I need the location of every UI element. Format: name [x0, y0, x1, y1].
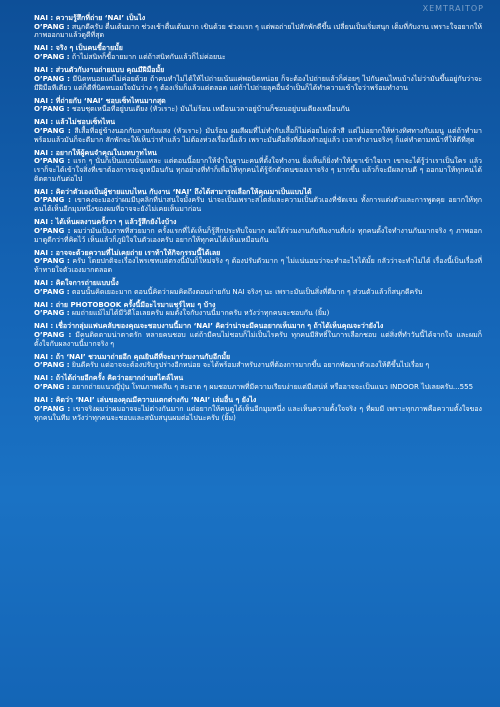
speaker-label: O’PANG : — [34, 104, 70, 114]
answer — [34, 331, 482, 348]
question-text: NAI : เชื่อว่ากลุ่มแฟนคลับของคุณจะชอบงานนี้มาก ‘NAI’ คิดว่าน่าจะมีคนอยากเห็นมาก ๆ ถ้าได้เห็นคุณจะว่ายังไง — [34, 321, 384, 331]
qa-item — [34, 396, 482, 422]
answer — [34, 157, 482, 183]
question-text: NAI : ถ้า ‘NAI’ ชวนมาถ่ายอีก คุณยินดีที่จะมาร่วมงานกับอีกมั้ย — [34, 351, 231, 361]
answer-text: ผมว่ามันเป็นภาพที่สวยมาก ครั้งแรกที่ได้เห็นก็รู้สึกประทับใจมาก ผมได้ร่วมงานกับทีมงานที่เก่ง ทุกคนตั้งใจทำงานกันมากจริง ๆ ภาพออกมาดูดีกว่าที่คิดไว้ เห็นแล้วก็ภูมิใจในตัวเองครับ อยากให้ทุกคนได้เห็นเหมือนกัน — [34, 225, 483, 244]
question-text: NAI : ที่ถ่ายกับ ‘NAI’ ชอบเซ็ทไหนมากสุด — [34, 95, 166, 105]
answer-text: อยากถ่ายแนวญี่ปุ่น โทนภาพคลีน ๆ สะอาด ๆ ผมชอบภาพที่มีความเรียบง่ายแต่มีเสน่ห์ หรืออาจจะเป็นแนว INDOOR ไปเลยครับ...555 — [71, 382, 474, 392]
question-text: NAI : คิดใจการถ่ายแบบนั้ง — [34, 277, 119, 287]
qa-item — [34, 322, 482, 348]
answer-text: ยินดีครับ แต่อาจจะต้องปรับรูปร่างอีกหน่อย จะได้พร้อมสำหรับงานที่ต้องการมากขึ้น อยากพัฒนาตัวเองให้ดีขึ้นไปเรื่อย ๆ — [71, 360, 430, 370]
answer-text: ตอนนั้นคิดเยอะมาก ตอนนี้คิดว่าผมคิดถึงตอนถ่ายกับ NAI จริงๆ นะ เพราะมันเป็นสิ่งที่ดีมาก ๆ ส่วนตัวแล้วก็สนุกดีครับ — [71, 286, 423, 296]
interview-list — [34, 14, 482, 422]
qa-item — [34, 374, 482, 391]
qa-item — [34, 118, 482, 144]
speaker-label: O’PANG : — [34, 225, 71, 235]
question-text: NAI : ได้เห็นผลงานครั้งวา ๆ แล้วรู้สึกยังไงบ้าง — [34, 217, 177, 227]
answer — [34, 383, 482, 392]
answer-text: สีเสื้อที่อยู่ข้างนอกกับลายกับแสง (หัวเราะ) มันร้อน ผมสีผมที่ไม่ทำกับเสื้อก็ไม่ค่อยไม่กล้าสี แต่ไม่อยากให้ห่างทิศทางกับเมนู แต่ถ้าทำมาพร้อมแล้วมันก็จะดีมาก สักพักจะให้เห็นว่าทำแล้ว ไม่ต้องห่วงเรื่องนี้แล้ว เพราะมันคือสิ่งที่ต้องทำอยู่แล้ว เวลาทำงานจริงๆ ก็แค่ทำตามหน้าที่ให้ดีที่สุด — [34, 125, 482, 144]
qa-item — [34, 218, 482, 244]
question-text: NAI : คิดว่าตัวเองเป็นผู้ชายแบบไหน กับงาน ‘NAI’ ถึงได้สามารถเลือกให้คุณมาเป็นแบบได้ — [34, 186, 312, 196]
qa-item — [34, 44, 482, 61]
answer — [34, 227, 482, 244]
speaker-label: O’PANG : — [34, 73, 70, 83]
qa-item — [34, 14, 482, 40]
question-text: NAI : ส่วนตัวกับงานถ่ายแบบ คุณมีฝีมือมั้ย — [34, 65, 165, 75]
answer — [34, 309, 482, 318]
answer — [34, 288, 482, 297]
speaker-label: O’PANG : — [34, 156, 71, 166]
question-text: NAI : ถ้าได้ถ่ายอีกครั้ง คิดว่าอยากถ่ายสไตล์ไหน — [34, 373, 184, 383]
answer — [34, 75, 482, 92]
speaker-label: O’PANG : — [34, 382, 70, 392]
question-text: NAI : คิดว่า ‘NAI’ เล่นของคุณมีความแตกต่างกับ ‘NAI’ เล่มอื่น ๆ ยังไง — [34, 395, 257, 405]
qa-item — [34, 188, 482, 214]
qa-item — [34, 249, 482, 275]
answer-text: ผมถ่ายแม้ไม่ได้มีวิดีโอเลยครับ ผมตั้งใจกับงานนี้มากครับ หวังว่าทุกคนจะชอบกัน (ยิ้ม) — [71, 308, 330, 318]
qa-item — [34, 301, 482, 318]
question-text: NAI : อาจจะด้วยความที่ไม่เคยถ่าย เราท้าให้กิจกรรมนี้ได้เลย — [34, 247, 221, 257]
answer — [34, 53, 482, 62]
answer-text: มีคนติดตามน่าตาตรัก หลายคนชอบ แต่ถ้ามีคนไม่ชอบก็ไม่เป็นไรครับ ทุกคนมีสิทธิ์ในการเลือกชอบ แต่สิ่งที่ทำวันนี้ได้จากใจ และผมก็ตั้งใจกับผลงานนี้มากจริง ๆ — [34, 330, 483, 348]
qa-item — [34, 353, 482, 370]
question-text: NAI : ความรู้สึกที่ถ่าย ‘NAI’ เป็นไง — [34, 13, 146, 22]
qa-item — [34, 97, 482, 114]
speaker-label: O’PANG : — [34, 125, 71, 135]
answer-text: เขาคงจะมองว่าผมมีบุคลิกที่น่าสนใจมั้งครับ น่าจะเป็นเพราะสไตล์และความเป็นตัวเองที่ชัดเจน ทั้งการแต่งตัวและการพูดคุย อยากให้ทุกคนได้เห็นอีกมุมหนึ่งของผมที่อาจจะยังไม่เคยเห็นมาก่อน — [34, 195, 482, 214]
speaker-label: O’PANG : — [34, 21, 70, 31]
answer — [34, 127, 482, 144]
speaker-label: O’PANG : — [34, 286, 70, 296]
watermark: XEMTRAITOP — [422, 4, 484, 13]
speaker-label: O’PANG : — [34, 52, 70, 62]
answer-text: แรก ๆ นั่นก็เป็นแบบนั้นแหละ แต่ตอนนี้อยากให้จำในฐานะคนที่ตั้งใจทำงาน ยิ่งเห็นก็ยิ่งทำให้เขาเข้าใจเรา เขาจะได้รู้ว่าเราเป็นใคร แล้วเราก็จะได้เข้าใจสิ่งที่เขาต้องการจะดูเหมือนกัน ทุกอย่างที่ทำก็เพื่อให้ทุกคนได้รู้จักตัวตนของเราจริง ๆ มากขึ้น แล้วก็จะมีผลงานดี ๆ ออกมาให้ทุกคนได้ติดตามกันต่อไป — [34, 156, 483, 183]
answer — [34, 257, 482, 274]
answer — [34, 361, 482, 370]
answer — [34, 105, 482, 114]
speaker-label: O’PANG : — [34, 256, 70, 266]
speaker-label: O’PANG : — [34, 195, 71, 205]
answer — [34, 196, 482, 213]
answer-text: เขาจริงผมว่าผมอาจจะไม่ต่างกันมาก แต่อยากให้คนดูได้เห็นอีกมุมหนึ่ง และเห็นความตั้งใจจริง ๆ ที่ผมมี เพราะทุกภาพคือความตั้งใจของทุกคนในทีม หวังว่าทุกคนจะชอบและสนับสนุนผมต่อไปนะครับ (ยิ้ม) — [34, 403, 483, 422]
answer — [34, 23, 482, 40]
answer-text: สนุกดีครับ ตื่นเต้นมาก ช่วงเช้าตื่นเต้นมาก เขินด้วย ช่วงแรก ๆ แต่พอถ่ายไปสักพักดีขึ้น เปลี่ยนเป็นเริ่มสนุก เต็มที่กับงาน เพราะใจอยากให้ภาพออกมาแล้วดูดีที่สุด — [34, 21, 482, 40]
qa-item — [34, 66, 482, 92]
speaker-label: O’PANG : — [34, 330, 72, 340]
question-text: NAI : อยากให้ผู้คนจำคุณในบทบาทไหน — [34, 147, 157, 157]
answer — [34, 405, 482, 422]
speaker-label: O’PANG : — [34, 360, 70, 370]
qa-item — [34, 149, 482, 184]
answer-text: ครับ โดยปกติจะเรื่องไพรเซทแต่ตรงนี้มันก็ใหม่จริง ๆ ต้องปรับตัวมาก ๆ ไม่แน่นอนว่าจะทำอะไรได้มั้ย กลัวว่าจะทำไม่ได้ เรื่องนี้เป็นเรื่องที่ท้าทายใจตัวเองมากตลอด — [34, 256, 482, 274]
question-text: NAI : แล้วไม่ชอบเซ็ทไหน — [34, 117, 116, 127]
question-text: NAI : ถ่าย PHOTOBOOK ครั้งนี้มีอะไรมาแชร์ไหม ๆ บ้าง — [34, 299, 216, 309]
answer-text: มีนิดหนอยแต่ไม่ค่อยด้วย ถ้าคนทำไม่ได้ให้ไปถ่ายเน้นแค่พอนิดหน่อย ก็จะต้องไปถ่ายแล้วก็ค่อยๆ ไปกันคนไหนบ้างไม่ว่ามันขึ้นอยู่กับว่าจะมีฝีมือทีเดียว แต่ก็ดีที่นิดหนอยใจมันว่าง ๆ ต้องเริ่มก็แล้วแต่ตลอด แต่ถ้าไปถ่ายลุคอื่นจำเป็นก็ได้ทำความเข้าใจว่าพร้อมทำงาน — [34, 73, 483, 92]
question-text: NAI : จริง ๆ เป็นคนขี้อายมั้ย — [34, 43, 123, 53]
speaker-label: O’PANG : — [34, 403, 71, 413]
answer-text: ชอบชุดเหนือที่อยู่บนเตียง (หัวเราะ) มันไม่ร้อน เหมือนเวลาอยู่บ้านก็ชอบอยู่บนเตียงเหมือนกัน — [71, 104, 350, 114]
qa-item — [34, 279, 482, 296]
answer-text: ถ้าไม่สนิทก็ขี้อายมาก แต่ถ้าสนิทกันแล้วก็ไม่ค่อยนะ — [71, 52, 226, 62]
speaker-label: O’PANG : — [34, 308, 70, 318]
